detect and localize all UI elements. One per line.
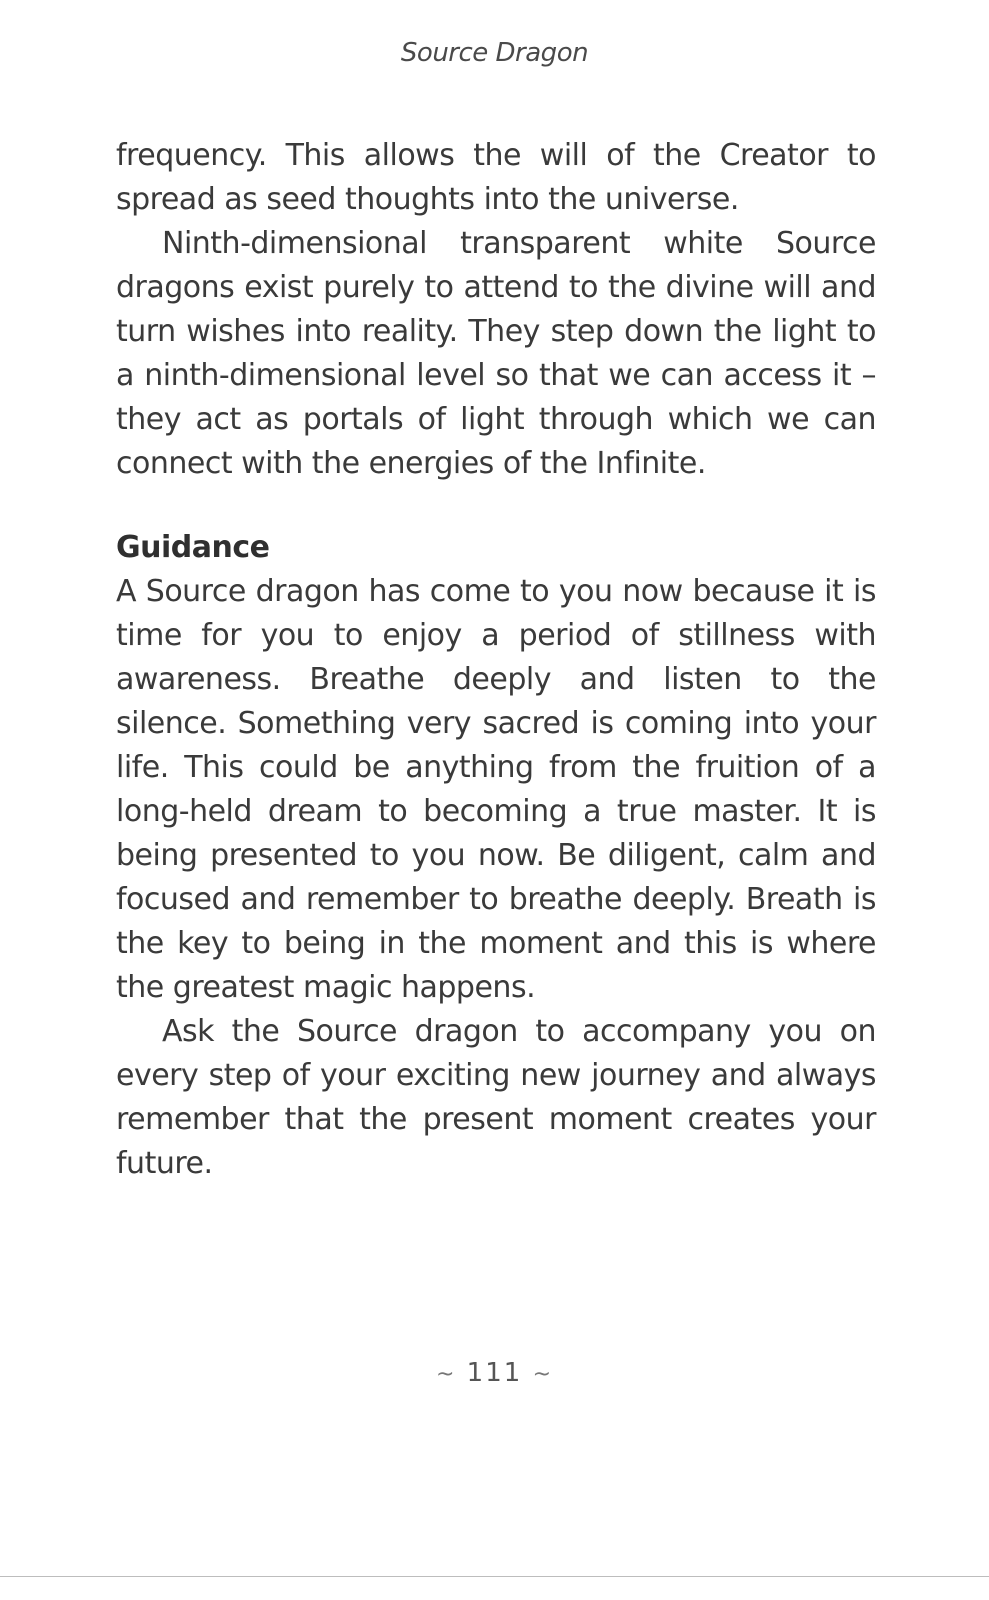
page-number-value: 111 xyxy=(466,1358,523,1388)
paragraph-guidance-1: A Source dragon has come to you now because it is time for you to enjoy a period of stillness with awareness. Breathe deeply and listen to the silence. Something very sacred is coming into your life. This could be anything from the fruition of a long-held dream to becoming a true master. It is being presented to you now. Be diligent, calm and focused and remember to breathe deeply. Breath is the key to being in the moment and this is where the greatest magic happens. xyxy=(116,574,876,1005)
folio-ornament-right: ~ xyxy=(532,1362,554,1387)
folio-ornament-left: ~ xyxy=(435,1362,457,1387)
paragraph-source-dragons: Ninth-dimensional transparent white Source dragons exist purely to attend to the divine will and turn wishes into reality. They step down the light to a ninth-dimensional level so that we can access it – they act as portals of light through which we can connect with the energies of the Infinite. xyxy=(116,226,876,481)
page-number xyxy=(0,1358,989,1388)
paragraph-guidance-2: Ask the Source dragon to accompany you on every step of your exciting new journey and always remember that the present moment creates your future. xyxy=(116,1014,876,1181)
section-heading-guidance: Guidance xyxy=(116,530,270,565)
body-text xyxy=(116,134,876,1186)
running-head: Source Dragon xyxy=(400,38,589,68)
paragraph-continued: frequency. This allows the will of the Creator to spread as seed thoughts into the universe. xyxy=(116,138,876,217)
page-edge-divider xyxy=(0,1576,989,1577)
